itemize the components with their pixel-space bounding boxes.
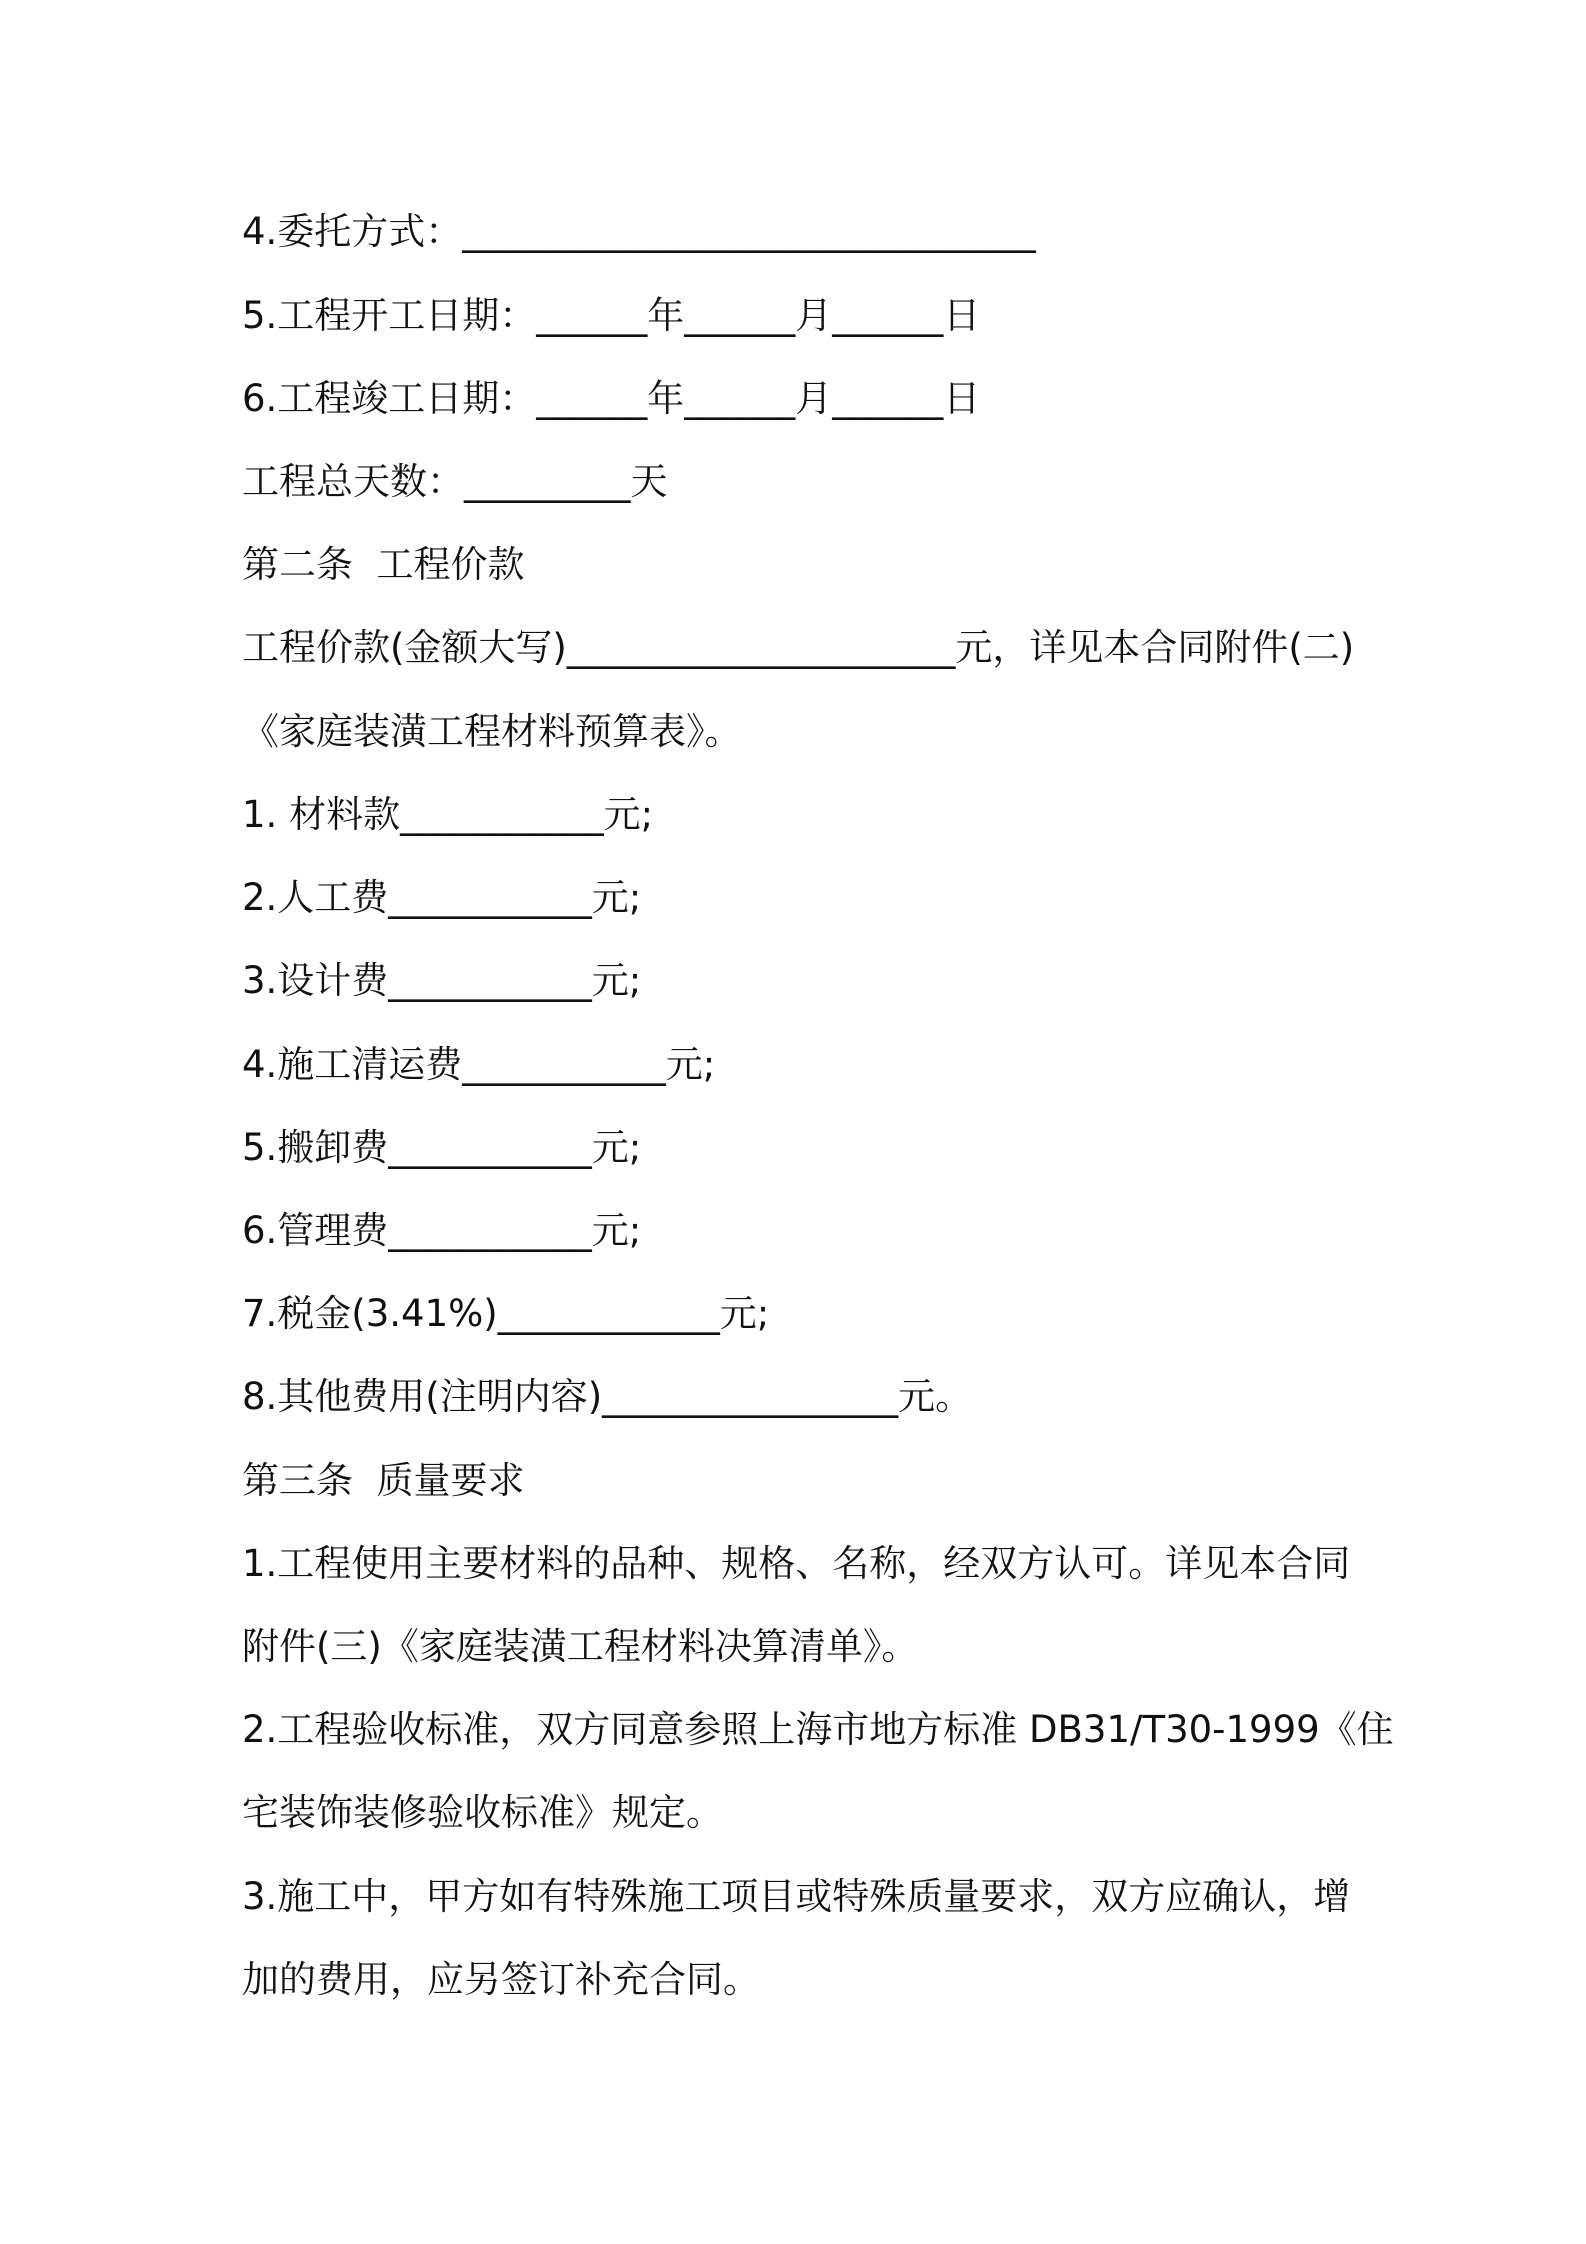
management-fee-line: 6.管理费___________元; [242, 1209, 642, 1252]
quality-item-1-line-1: 1.工程使用主要材料的品种、规格、名称，经双方认可。详见本合同 [242, 1542, 1351, 1585]
cleanup-fee-line: 4.施工清运费___________元; [242, 1043, 716, 1086]
article-two-heading: 第二条 工程价款 [242, 543, 525, 586]
article-three-heading: 第三条 质量要求 [242, 1459, 525, 1502]
price-amount-continuation: 《家庭装潢工程材料预算表》。 [242, 710, 742, 753]
start-date-line: 5.工程开工日期：______年______月______日 [242, 294, 981, 337]
moving-fee-line: 5.搬卸费___________元; [242, 1126, 642, 1169]
material-fee-line: 1. 材料款___________元; [242, 793, 654, 836]
other-fee-line: 8.其他费用(注明内容)________________元。 [242, 1375, 973, 1418]
quality-item-2-line-1: 2.工程验收标准，双方同意参照上海市地方标准 DB31/T30-1999《住 [242, 1708, 1394, 1751]
price-amount-line: 工程价款(金额大写)_____________________元，详见本合同附件(二) [242, 626, 1355, 669]
total-days-line: 工程总天数：_________天 [242, 460, 668, 503]
quality-item-1-line-2: 附件(三)《家庭装潢工程材料决算清单》。 [242, 1625, 919, 1668]
completion-date-line: 6.工程竣工日期：______年______月______日 [242, 377, 981, 420]
entrust-method-line: 4.委托方式：_______________________________ [242, 210, 1036, 253]
quality-item-3-line-2: 加的费用，应另签订补充合同。 [242, 1958, 760, 2001]
design-fee-line: 3.设计费___________元; [242, 959, 642, 1002]
quality-item-2-line-2: 宅装饰装修验收标准》规定。 [242, 1791, 723, 1834]
labor-fee-line: 2.人工费___________元; [242, 876, 642, 919]
quality-item-3-line-1: 3.施工中，甲方如有特殊施工项目或特殊质量要求，双方应确认，增 [242, 1875, 1351, 1918]
tax-line: 7.税金(3.41%)____________元; [242, 1292, 770, 1335]
